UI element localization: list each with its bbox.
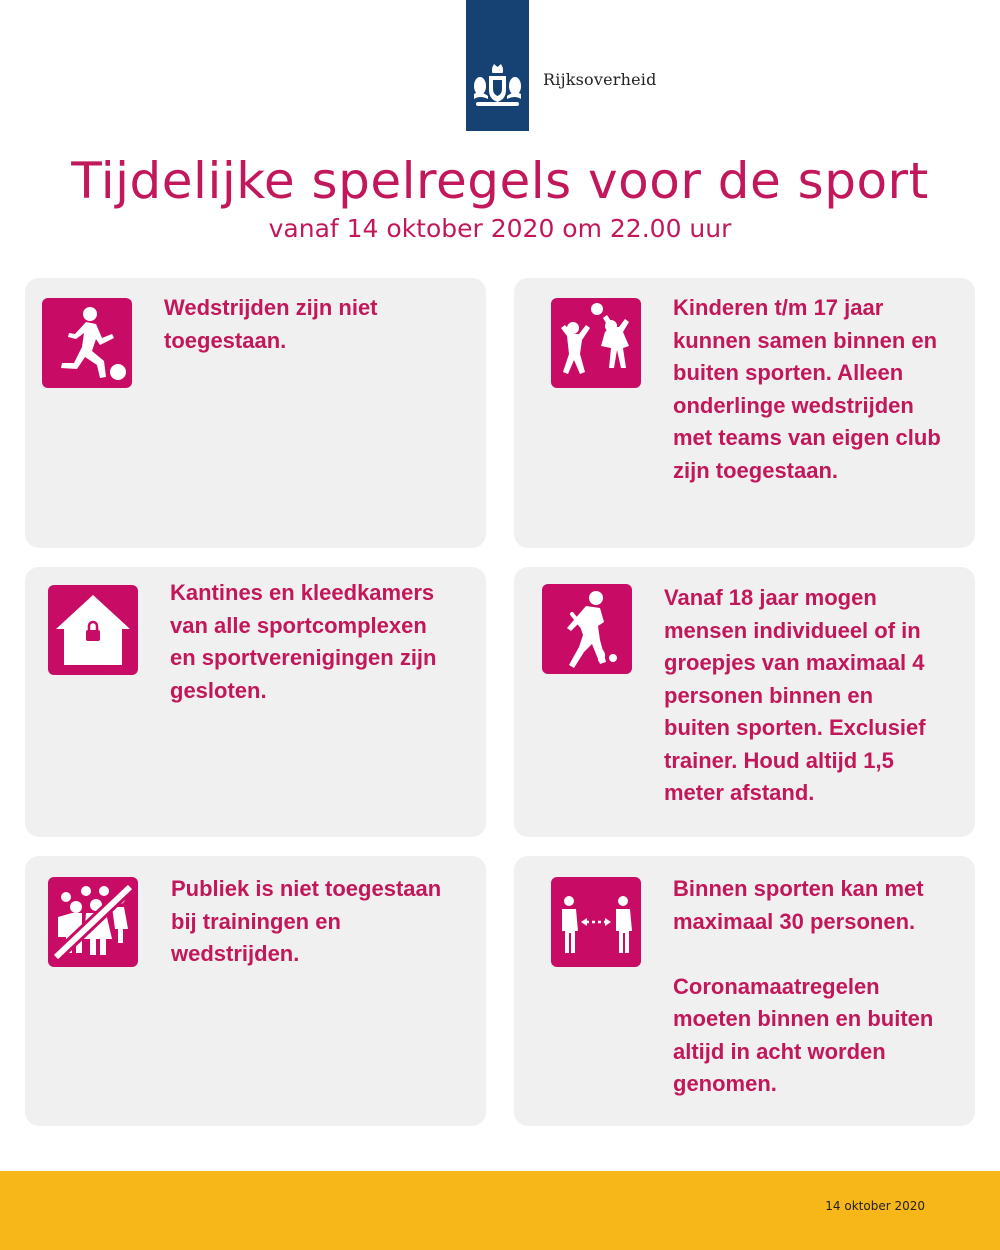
locked-house-icon [48,585,138,675]
coat-of-arms-icon [470,64,525,116]
rule-text-volwassenen: Vanaf 18 jaar mogen mensen individueel of in groepjes van maximaal 4 personen binnen en buiten sporten. Exclusief trainer. Houd altijd 1,5 meter afstand. [664,585,926,805]
rule-text-kantines: Kantines en kleedkamers van alle sportcomplexen en sportverenigingen zijn gesloten. [170,580,437,703]
rule-text-wedstrijden: Wedstrijden zijn niet toegestaan. [164,295,378,353]
children-playing-icon [551,298,641,388]
rule-card-wedstrijden [25,278,486,548]
rule-card-kinderen [514,278,975,548]
rule-text-binnen: Binnen sporten kan met maximaal 30 personen. Coronamaatregelen moeten binnen en buiten altijd in acht worden genomen. [673,876,934,1096]
rule-card-kantines [25,567,486,837]
logo-text: Rijksoverheid [543,70,657,89]
footer-bar [0,1171,1000,1250]
social-distance-icon [551,877,641,967]
rijksoverheid-logo-bar [466,0,529,131]
rule-text-kinderen: Kinderen t/m 17 jaar kunnen samen binnen en buiten sporten. Alleen onderlinge wedstrijden met teams van eigen club zijn toegestaan. [673,295,941,483]
footer-date: 14 oktober 2020 [825,1199,925,1213]
page-title: Tijdelijke spelregels voor de sport [71,152,929,210]
hockey-player-icon [542,584,632,674]
soccer-player-icon [42,298,132,388]
rule-card-publiek [25,856,486,1126]
rule-card-binnen [514,856,975,1126]
page-subtitle: vanaf 14 oktober 2020 om 22.00 uur [268,214,732,243]
no-audience-icon [48,877,138,967]
rule-text-publiek: Publiek is niet toegestaan bij trainingen en wedstrijden. [171,876,442,966]
rule-card-volwassenen [514,567,975,837]
